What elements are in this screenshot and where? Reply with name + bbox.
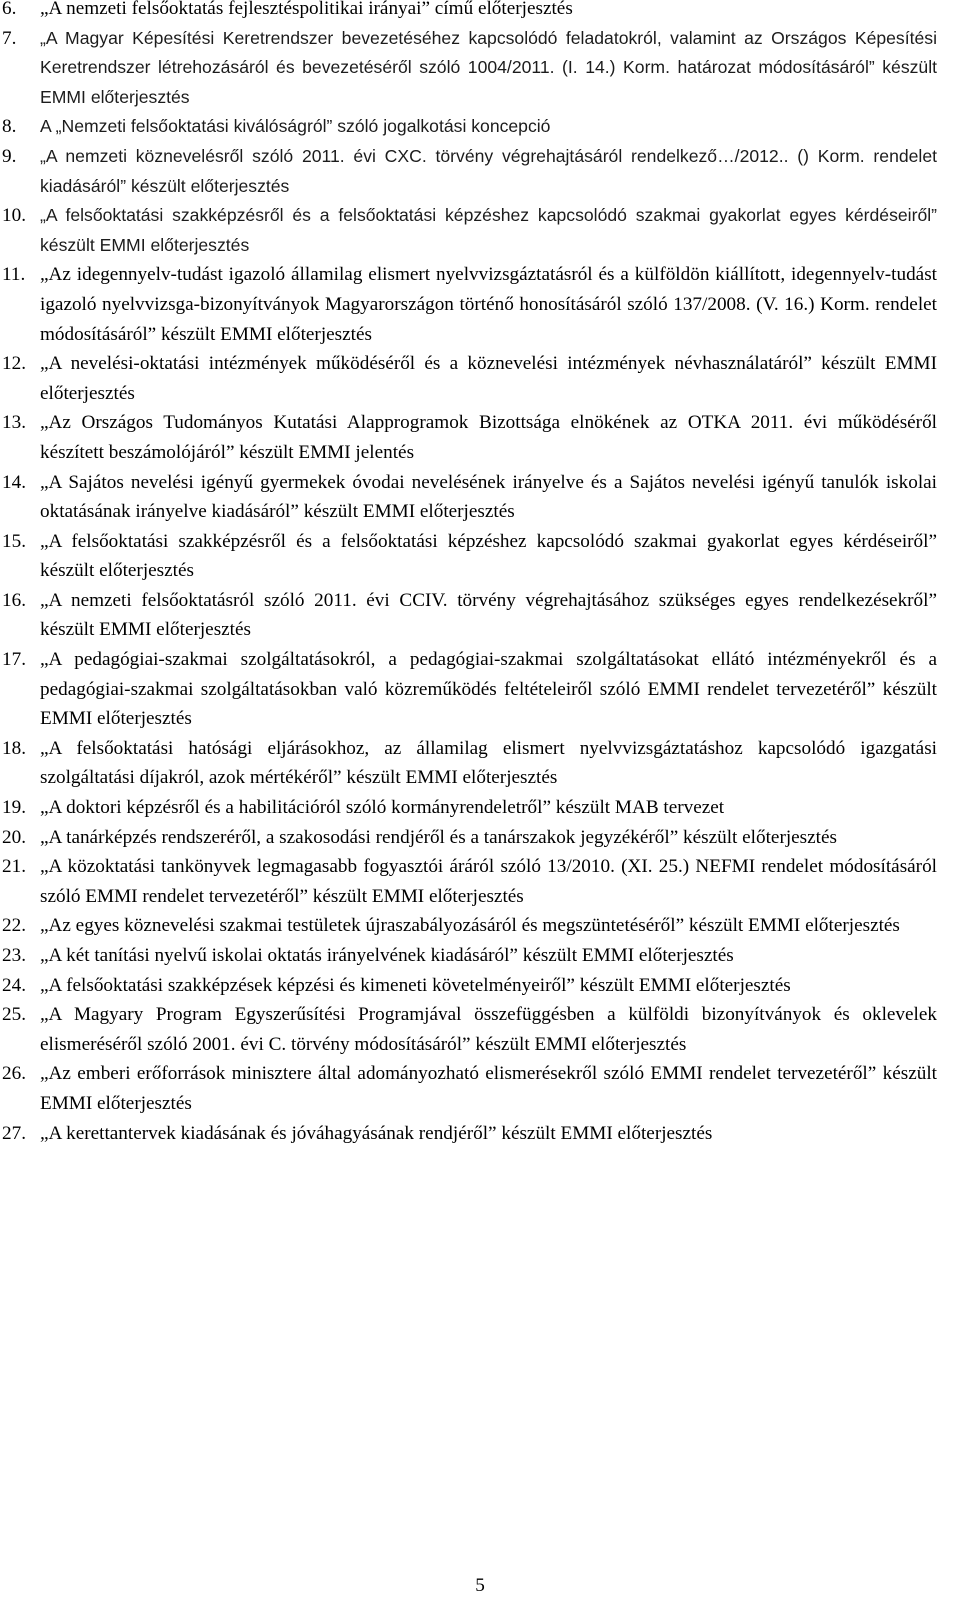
list-item	[0, 823, 960, 853]
list-item	[0, 260, 960, 349]
list-item	[0, 527, 960, 586]
item-text: „A nemzeti felsőoktatás fejlesztéspolitikai irányai” című előterjesztés	[40, 0, 573, 19]
list-item	[0, 971, 960, 1001]
item-text: „A közoktatási tankönyvek legmagasabb fogyasztói áráról szóló 13/2010. (XI. 25.) NEFMI rendelet módosításáról szóló EMMI rendelet tervezetéről” készült EMMI előterjesztés	[40, 856, 937, 907]
item-text: „A felsőoktatási szakképzésről és a felsőoktatási képzéshez kapcsolódó szakmai gyakorlat egyes kérdéseiről” készült előterjesztés	[40, 530, 937, 582]
list-item	[0, 1000, 960, 1059]
item-number: 25.	[2, 1004, 26, 1026]
item-text: „A Magyary Program Egyszerűsítési Programjával összefüggésben a külföldi bizonyítványok és oklevelek elismeréséről szóló 2001. évi C. törvény módosításáról” készült EMMI előterjesztés	[40, 1004, 937, 1055]
item-text: „A Sajátos nevelési igényű gyermekek óvodai nevelésének irányelve és a Sajátos nevelési igényű tanulók iskolai oktatásának irányelve kiadásáról” készült EMMI előterjesztés	[40, 471, 937, 523]
item-text: „A Magyar Képesítési Keretrendszer bevezetéséhez kapcsolódó feladatokról, valamint az Országos Képesítési Keretrendszer létrehozásáról és bevezetéséről szóló 1004/2011. (I. 14.) Korm. határozat módosításáról” készült EMMI előterjesztés	[40, 27, 937, 107]
item-number: 10.	[2, 205, 26, 227]
list-item	[0, 793, 960, 823]
item-number: 6.	[2, 0, 17, 19]
item-text: „A doktori képzésről és a habilitációról szóló kormányrendeletről” készült MAB tervezet	[40, 797, 725, 819]
item-number: 7.	[2, 27, 17, 49]
list-item	[0, 941, 960, 971]
item-number: 8.	[2, 116, 17, 138]
item-text: „A felsőoktatási hatósági eljárásokhoz, az államilag elismert nyelvvizsgáztatáshoz kapcsolódó igazgatási szolgáltatási díjakról, azok mértékéről” készült EMMI előterjesztés	[40, 737, 937, 789]
item-number: 27.	[2, 1122, 26, 1144]
list-item	[0, 112, 960, 142]
item-number: 9.	[2, 145, 17, 167]
item-number: 26.	[2, 1063, 26, 1085]
list-item	[0, 1119, 960, 1149]
item-text: „A két tanítási nyelvű iskolai oktatás irányelvének kiadásáról” készült EMMI előterjesztés	[40, 945, 734, 966]
item-text: „A nevelési-oktatási intézmények működéséről és a köznevelési intézmények névhasználatáról” készült EMMI előterjesztés	[40, 353, 937, 404]
list-item	[0, 142, 960, 201]
item-text: „A nemzeti köznevelésről szóló 2011. évi CXC. törvény végrehajtásáról rendelkező…/2012.. () Korm. rendelet kiadásáról” készült előterjesztés	[40, 145, 937, 196]
item-number: 17.	[2, 649, 26, 671]
item-number: 11.	[2, 264, 26, 286]
item-number: 20.	[2, 826, 26, 848]
item-text: „A nemzeti felsőoktatásról szóló 2011. évi CCIV. törvény végrehajtásához szükséges egyes rendelkezésekről” készült EMMI előterjesztés	[40, 589, 937, 641]
item-text: „A tanárképzés rendszeréről, a szakosodási rendjéről és a tanárszakok jegyzékéről” készült előterjesztés	[40, 826, 837, 848]
item-text: „A pedagógiai-szakmai szolgáltatásokról, a pedagógiai-szakmai szolgáltatásokat ellátó intézményekről és a pedagógiai-szakmai szolgáltatásokban való közreműködés feltételeiről szóló EMMI rendelet tervezetéről” készült EMMI előterjesztés	[40, 649, 937, 730]
item-number: 12.	[2, 353, 26, 375]
item-text: „A kerettantervek kiadásának és jóváhagyásának rendjéről” készült EMMI előterjesztés	[40, 1122, 713, 1144]
list-item	[0, 734, 960, 793]
item-number: 24.	[2, 974, 26, 996]
item-text: „Az idegennyelv-tudást igazoló államilag elismert nyelvvizsgáztatásról és a külföldön kiállított, idegennyelv-tudást igazoló nyelvvizsga-bizonyítványok Magyarországon történő honosításáról szóló 137/2008. (V. 16.) Korm. rendelet módosításáról” készült EMMI előterjesztés	[40, 264, 937, 345]
item-number: 15.	[2, 530, 26, 552]
list-item	[0, 586, 960, 645]
item-number: 21.	[2, 856, 26, 878]
list-item	[0, 0, 960, 24]
item-number: 18.	[2, 737, 26, 759]
list-item	[0, 1059, 960, 1118]
list-item	[0, 852, 960, 911]
item-text: „A felsőoktatási szakképzésről és a felsőoktatási képzéshez kapcsolódó szakmai gyakorlat egyes kérdéseiről” készült EMMI előterjesztés	[40, 205, 937, 255]
item-text: „Az egyes köznevelési szakmai testületek újraszabályozásáról és megszüntetéséről” készült EMMI előterjesztés	[40, 915, 900, 937]
item-number: 22.	[2, 915, 26, 937]
item-number: 14.	[2, 471, 26, 493]
list-item	[0, 24, 960, 113]
list-item	[0, 911, 960, 941]
list-item	[0, 468, 960, 527]
page-number: 5	[475, 1575, 485, 1596]
list-item	[0, 201, 960, 260]
item-number: 23.	[2, 945, 26, 966]
item-text: A „Nemzeti felsőoktatási kiválóságról” szóló jogalkotási koncepció	[40, 116, 551, 137]
item-text: „Az emberi erőforrások minisztere által adományozható elismerésekről szóló EMMI rendelet tervezetéről” készült EMMI előterjesztés	[40, 1063, 937, 1114]
item-number: 19.	[2, 797, 26, 819]
list-item	[0, 349, 960, 408]
item-number: 16.	[2, 589, 26, 611]
item-text: „A felsőoktatási szakképzések képzési és kimeneti követelményeiről” készült EMMI előterjesztés	[40, 974, 791, 996]
item-text: „Az Országos Tudományos Kutatási Alapprogramok Bizottsága elnökének az OTKA 2011. évi működéséről készített beszámolójáról” készült EMMI jelentés	[40, 412, 937, 463]
list-item	[0, 408, 960, 467]
item-number: 13.	[2, 412, 26, 434]
list-item	[0, 645, 960, 734]
